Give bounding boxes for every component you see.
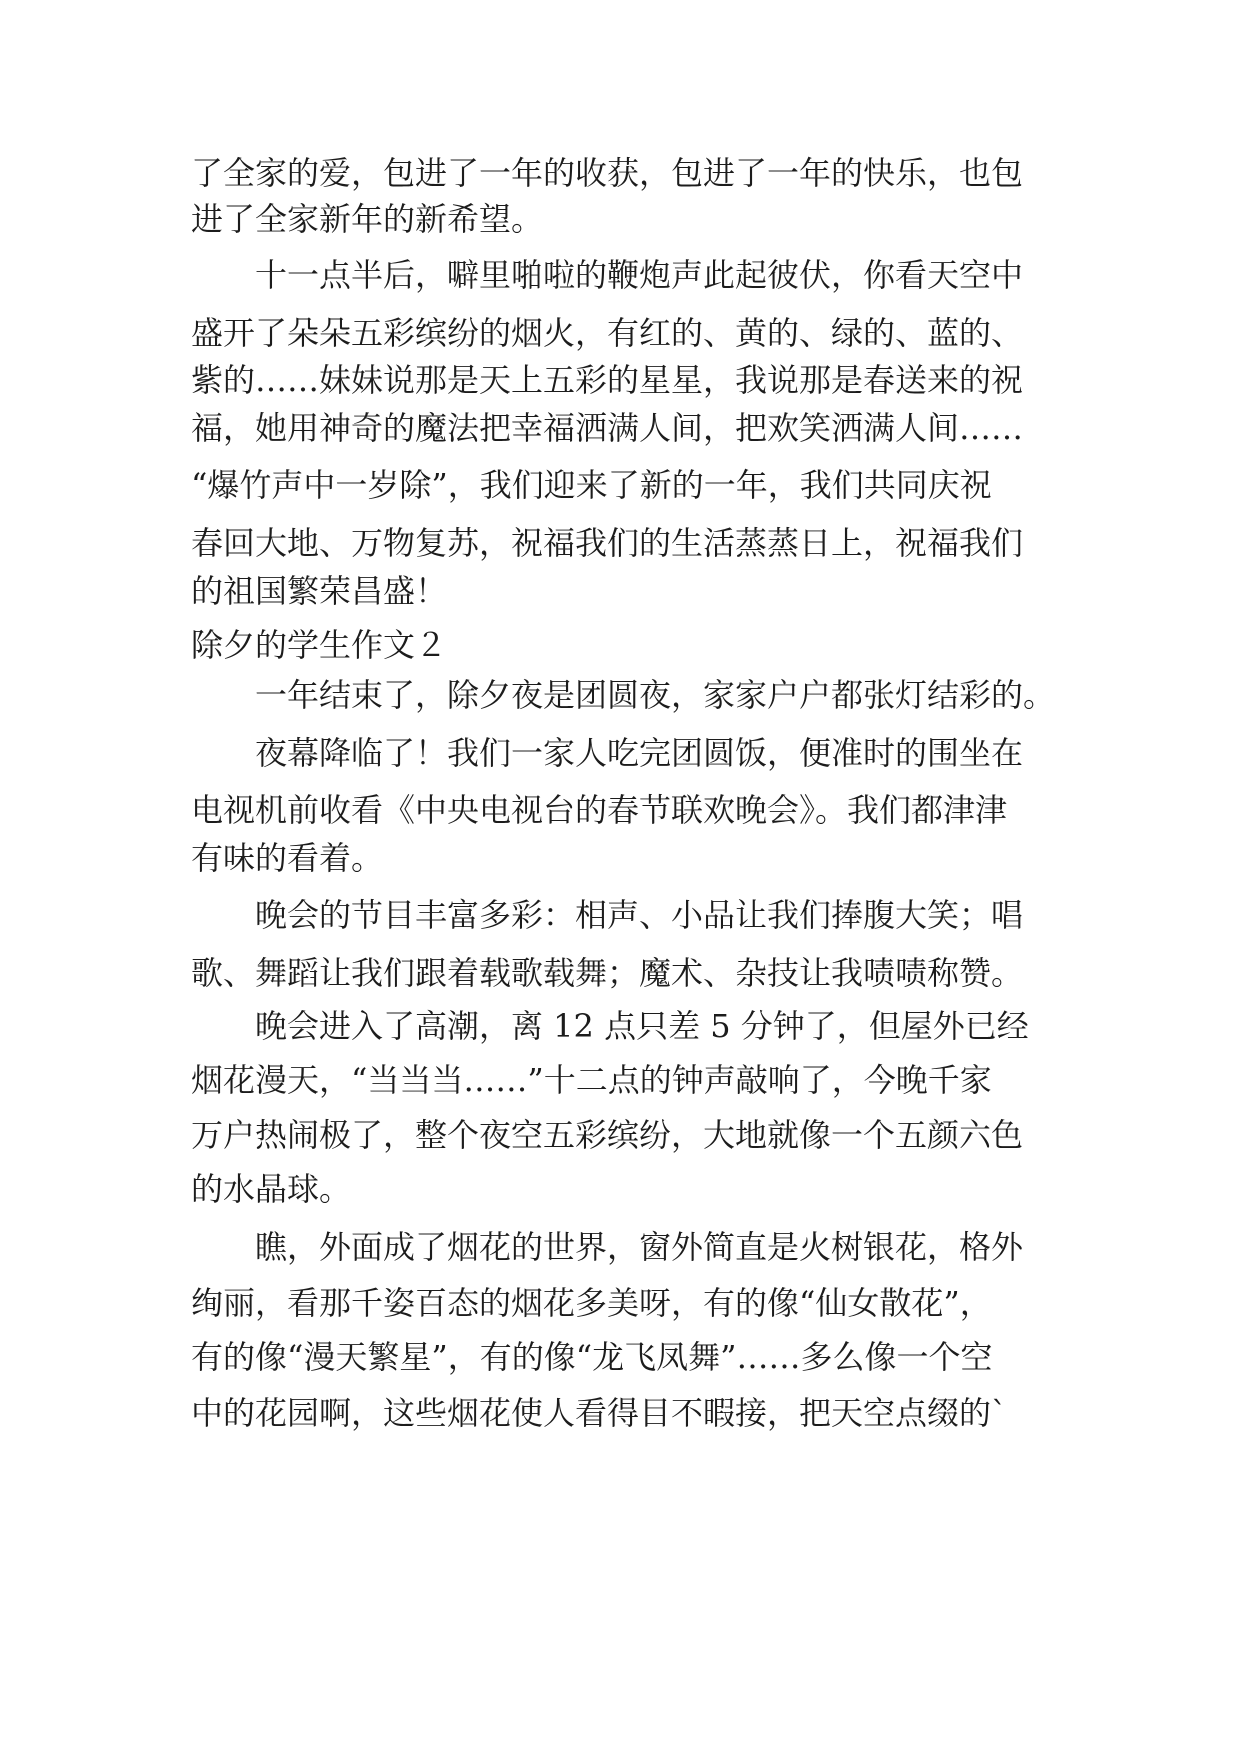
text-line: 夜幕降临了！我们一家人吃完团圆饭，便准时的围坐在	[255, 734, 1024, 772]
text-line: 中的花园啊，这些烟花使人看得目不暇接，把天空点缀的`	[191, 1394, 1008, 1432]
text-line: 的祖国繁荣昌盛！	[191, 572, 448, 610]
text-line: 的水晶球。	[191, 1170, 352, 1208]
text-line: “爆竹声中一岁除”，我们迎来了新的一年，我们共同庆祝	[191, 466, 992, 504]
text-line: 晚会进入了高潮，离 12 点只差 5 分钟了，但屋外已经	[255, 1007, 1029, 1045]
text-line: 歌、舞蹈让我们跟着载歌载舞；魔术、杂技让我啧啧称赞。	[191, 954, 1024, 992]
text-line: 有味的看着。	[191, 839, 384, 877]
text-line: 一年结束了，除夕夜是团圆夜，家家户户都张灯结彩的。	[255, 676, 1056, 714]
text-line: 福，她用神奇的魔法把幸福洒满人间，把欢笑洒满人间……	[191, 409, 1024, 447]
text-line: 瞧，外面成了烟花的世界，窗外简直是火树银花，格外	[255, 1228, 1024, 1266]
text-line: 进了全家新年的新希望。	[191, 200, 544, 238]
text-line: 紫的……妹妹说那是天上五彩的星星，我说那是春送来的祝	[191, 361, 1024, 399]
section-heading: 除夕的学生作文２	[191, 626, 448, 664]
text-line: 电视机前收看《中央电视台的春节联欢晚会》。我们都津津	[191, 791, 1008, 829]
text-line: 绚丽，看那千姿百态的烟花多美呀，有的像“仙女散花”，	[191, 1284, 992, 1322]
text-line: 烟花漫天，“当当当……”十二点的钟声敲响了，今晚千家	[191, 1061, 992, 1099]
text-line: 有的像“漫天繁星”，有的像“龙飞凤舞”……多么像一个空	[191, 1338, 993, 1376]
text-line: 春回大地、万物复苏，祝福我们的生活蒸蒸日上，祝福我们	[191, 524, 1024, 562]
text-line: 十一点半后，噼里啪啦的鞭炮声此起彼伏，你看天空中	[255, 256, 1024, 294]
text-line: 盛开了朵朵五彩缤纷的烟火，有红的、黄的、绿的、蓝的、	[191, 314, 1024, 352]
text-line: 万户热闹极了，整个夜空五彩缤纷，大地就像一个五颜六色	[191, 1116, 1024, 1154]
text-line: 晚会的节目丰富多彩：相声、小品让我们捧腹大笑；唱	[255, 896, 1024, 934]
text-line: 了全家的爱，包进了一年的收获，包进了一年的快乐，也包	[191, 154, 1024, 192]
